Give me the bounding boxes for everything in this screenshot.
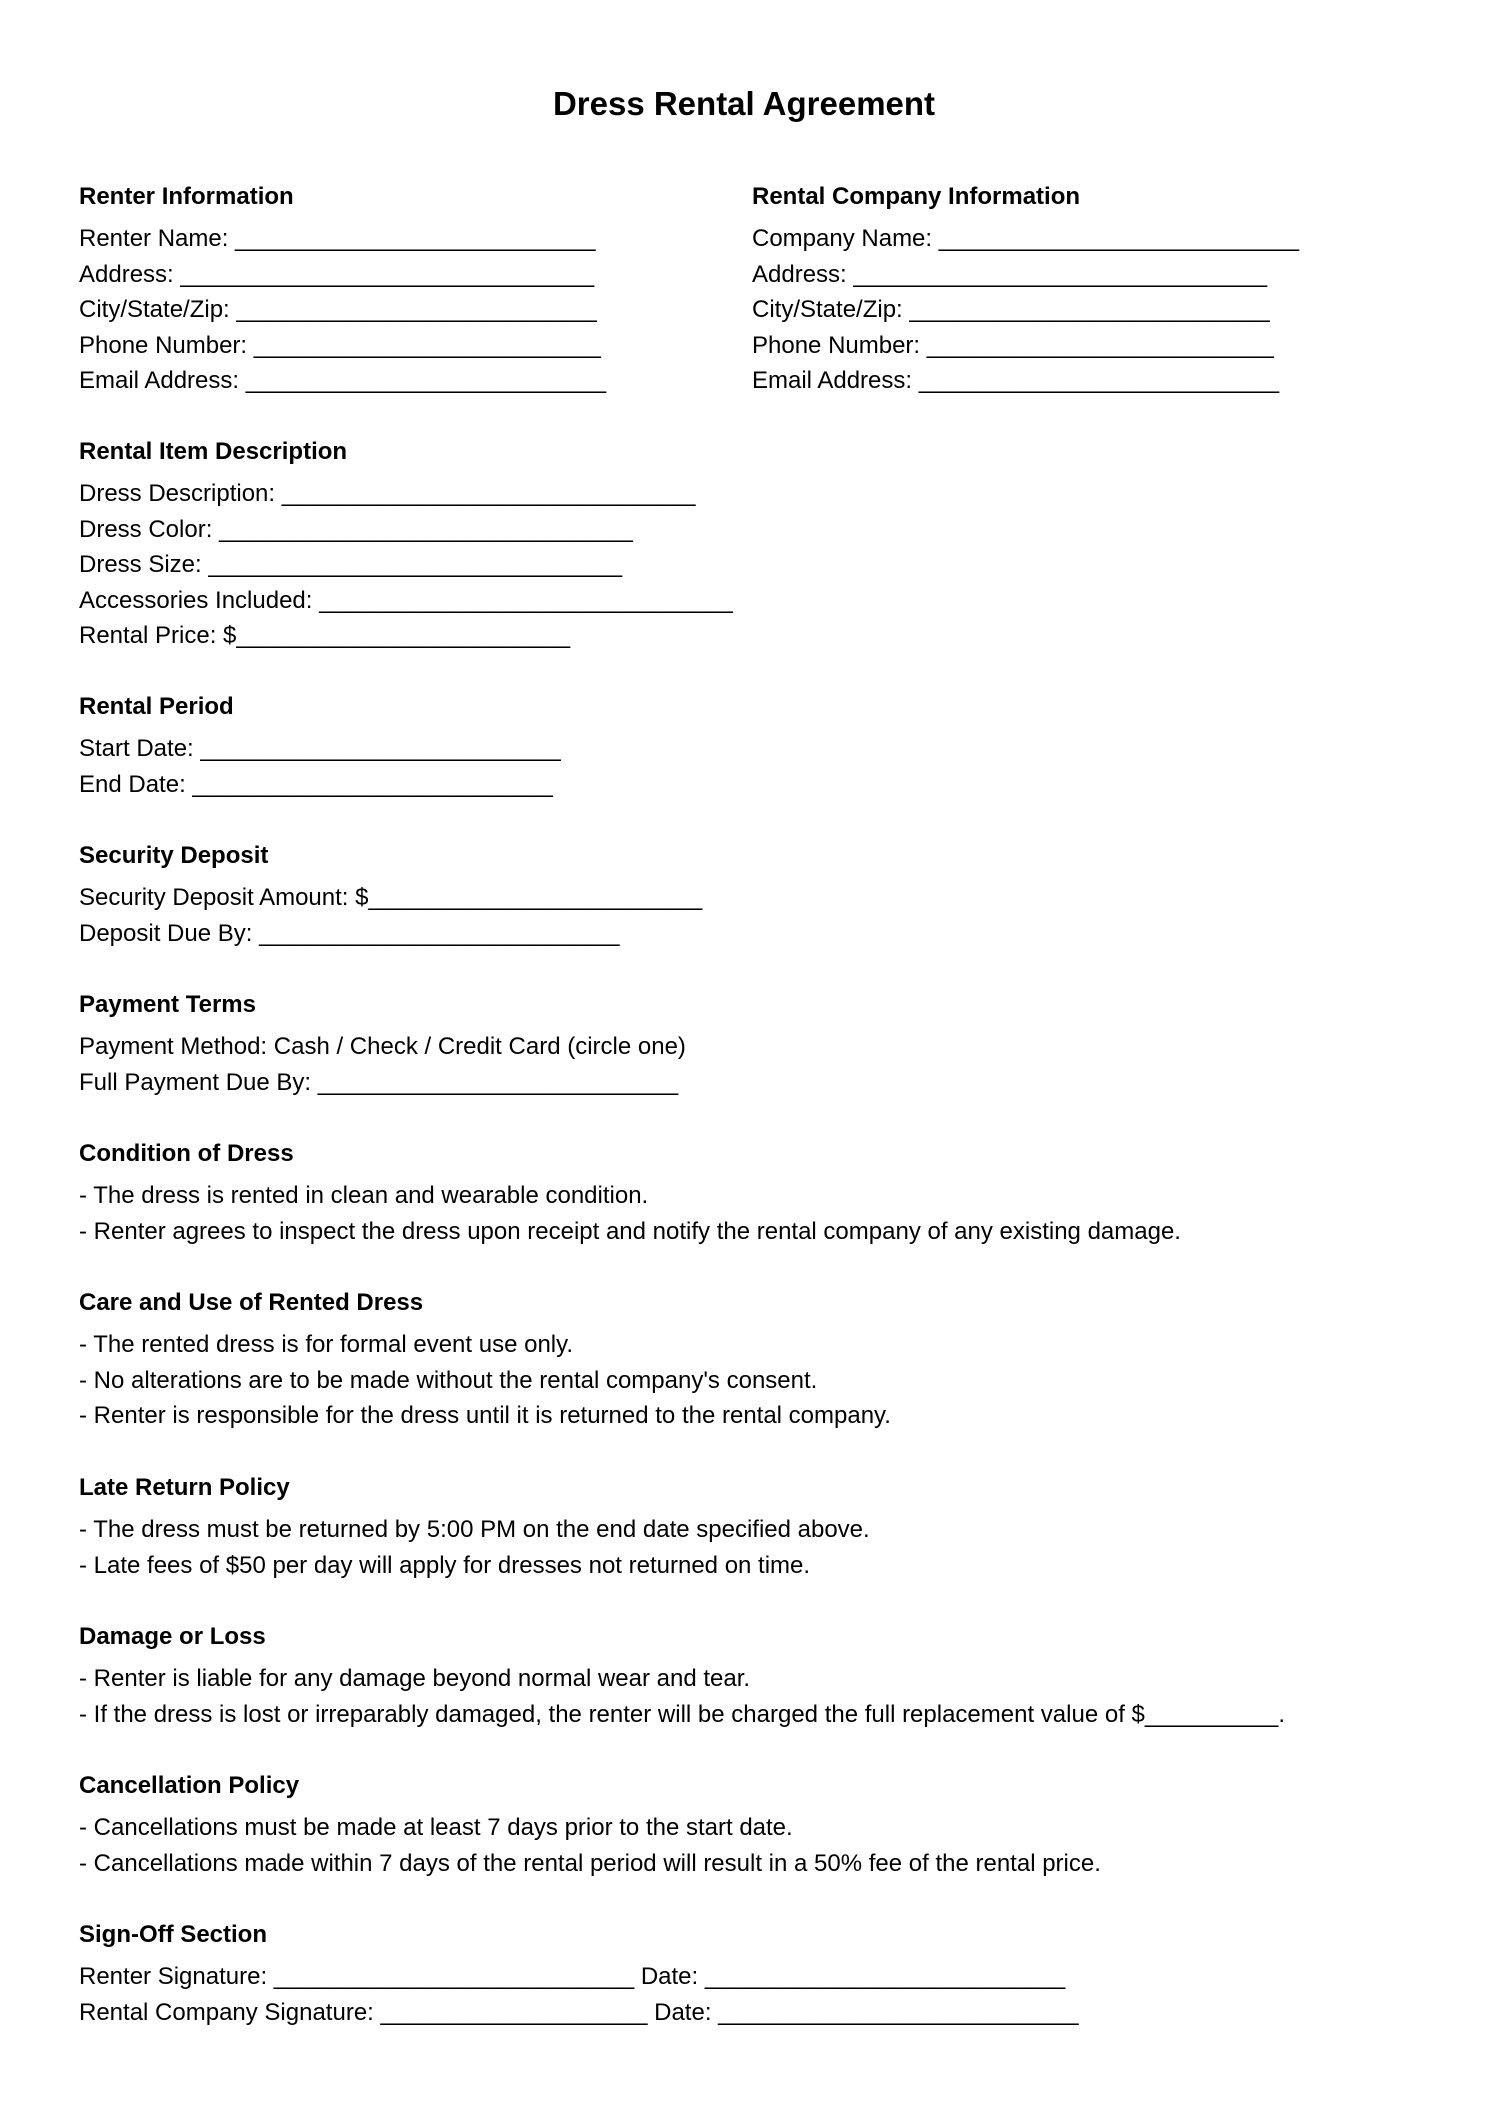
dress-color-field[interactable]: Dress Color: _______________________________ <box>79 515 633 543</box>
rental-price-field[interactable]: Rental Price: $_________________________ <box>79 622 571 650</box>
section-heading: Rental Item Description <box>79 438 348 465</box>
section-heading: Rental Period <box>79 693 234 720</box>
company-address-field[interactable]: Address: _______________________________ <box>752 260 1268 288</box>
renter-address-field[interactable]: Address: _______________________________ <box>79 260 595 288</box>
section-heading: Condition of Dress <box>79 1140 294 1167</box>
renter-email-field[interactable]: Email Address: ___________________________ <box>79 367 607 395</box>
renter-city-state-zip-field[interactable]: City/State/Zip: ___________________________ <box>79 296 597 324</box>
deposit-amount-field[interactable]: Security Deposit Amount: $_________________________ <box>79 884 703 911</box>
accessories-field[interactable]: Accessories Included: _______________________________ <box>79 586 733 614</box>
company-signature-field[interactable]: Rental Company Signature: ____________________ Date: ___________________________ <box>79 1998 1079 2026</box>
section-heading: Late Return Policy <box>79 1474 290 1501</box>
section-heading: Payment Terms <box>79 991 256 1018</box>
rental-period-section <box>79 692 561 802</box>
renter-name-field[interactable]: Renter Name: ___________________________ <box>79 225 596 252</box>
condition-section <box>79 1139 1181 1249</box>
company-phone-field[interactable]: Phone Number: __________________________ <box>752 331 1274 359</box>
list-item: - No alterations are to be made without the rental company's consent. <box>79 1366 818 1394</box>
end-date-field[interactable]: End Date: ___________________________ <box>79 770 553 798</box>
section-heading: Security Deposit <box>79 842 269 869</box>
start-date-field[interactable]: Start Date: ___________________________ <box>79 735 561 762</box>
list-item: - Renter is liable for any damage beyond normal wear and tear. <box>79 1665 751 1692</box>
section-heading: Damage or Loss <box>79 1623 266 1650</box>
company-city-state-zip-field[interactable]: City/State/Zip: ___________________________ <box>752 296 1270 324</box>
list-item: - The dress is rented in clean and wearable condition. <box>79 1182 649 1209</box>
section-heading: Renter Information <box>79 183 294 210</box>
list-item: - Renter is responsible for the dress until it is returned to the rental company. <box>79 1402 891 1430</box>
list-item: - Cancellations must be made at least 7 days prior to the start date. <box>79 1814 793 1841</box>
deposit-due-field[interactable]: Deposit Due By: ___________________________ <box>79 919 620 947</box>
damage-loss-section <box>79 1622 1285 1732</box>
document-title: Dress Rental Agreement <box>552 85 936 122</box>
list-item: - The rented dress is for formal event use only. <box>79 1331 574 1358</box>
dress-description-field[interactable]: Dress Description: _______________________________ <box>79 480 696 507</box>
renter-phone-field[interactable]: Phone Number: __________________________ <box>79 331 601 359</box>
list-item: - Renter agrees to inspect the dress upon receipt and notify the rental company of any existing damage. <box>79 1217 1181 1245</box>
section-heading: Rental Company Information <box>752 183 1081 210</box>
list-item: - The dress must be returned by 5:00 PM on the end date specified above. <box>79 1516 870 1543</box>
replacement-value-field[interactable]: - If the dress is lost or irreparably damaged, the renter will be charged the full replacement value of $__________. <box>79 1700 1286 1728</box>
cancellation-section <box>79 1771 1101 1881</box>
item-description-section <box>79 437 733 654</box>
payment-terms-section <box>79 990 686 1100</box>
late-return-section <box>79 1473 870 1583</box>
company-email-field[interactable]: Email Address: ___________________________ <box>752 367 1280 395</box>
payment-method-line[interactable]: Payment Method: Cash / Check / Credit Card (circle one) <box>79 1033 686 1060</box>
list-item: - Cancellations made within 7 days of the rental period will result in a 50% fee of the rental price. <box>79 1849 1101 1877</box>
renter-signature-field[interactable]: Renter Signature: ___________________________ Date: ___________________________ <box>79 1963 1066 1990</box>
section-heading: Care and Use of Rented Dress <box>79 1289 424 1316</box>
full-payment-due-field[interactable]: Full Payment Due By: ___________________________ <box>79 1068 679 1096</box>
care-use-section <box>79 1288 891 1434</box>
section-heading: Cancellation Policy <box>79 1772 300 1799</box>
company-info-section <box>752 182 1299 399</box>
sign-off-section <box>79 1920 1079 2030</box>
renter-info-section <box>79 182 606 399</box>
dress-size-field[interactable]: Dress Size: _______________________________ <box>79 551 623 579</box>
security-deposit-section <box>79 841 702 951</box>
section-heading: Sign-Off Section <box>79 1921 267 1948</box>
list-item: - Late fees of $50 per day will apply for dresses not returned on time. <box>79 1551 811 1579</box>
company-name-field[interactable]: Company Name: ___________________________ <box>752 225 1300 252</box>
